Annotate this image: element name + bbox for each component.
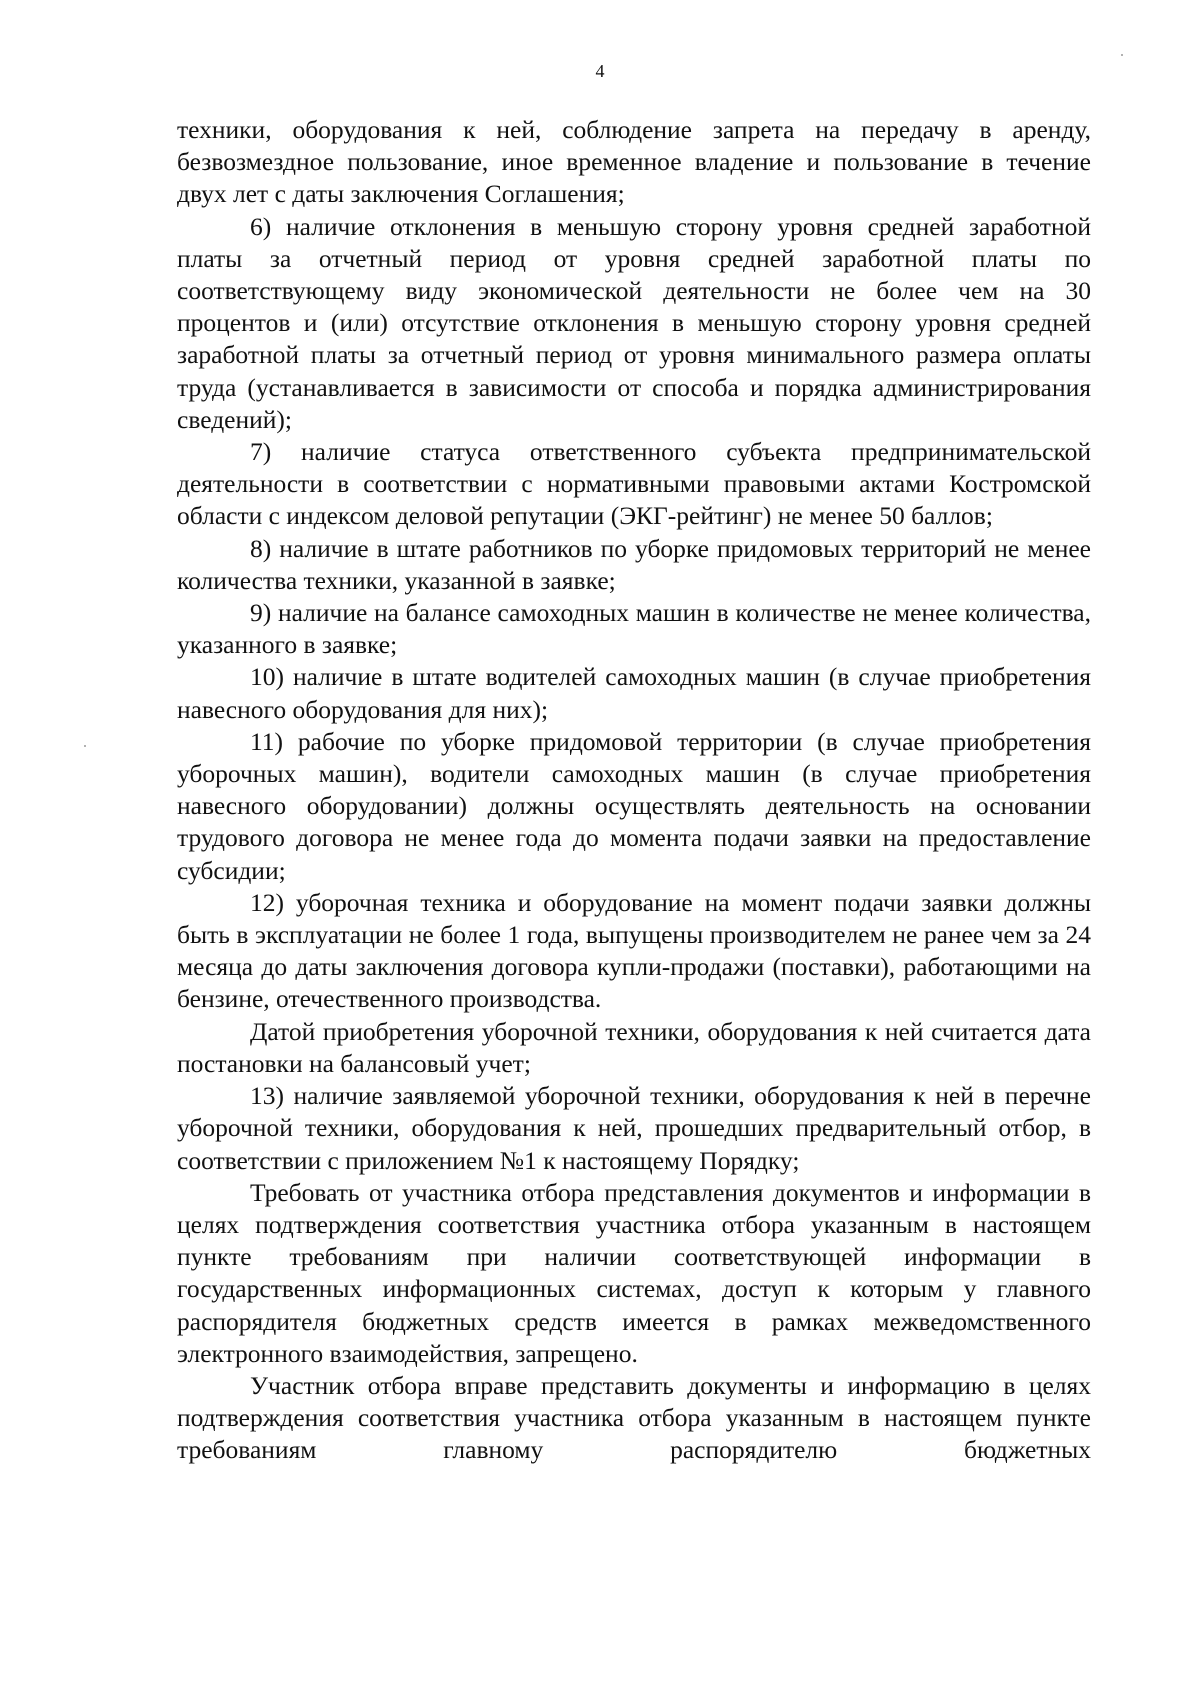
page-number: 4 — [595, 61, 605, 81]
list-item-6: 6) наличие отклонения в меньшую сторону уровня средней заработной платы за отчетный период от уровня средней заработной платы по соответствующему виду экономической деятельности не более чем на 30 процентов и (или) отсутствие отклонения в меньшую сторону уровня средней заработной платы за отчетный период от уровня минимального размера оплаты труда (устанавливается в зависимости от способа и порядка администрирования сведений); — [177, 211, 1091, 434]
list-item-12: 12) уборочная техника и оборудование на момент подачи заявки должны быть в эксплуатации не более 1 года, выпущены производителем не ранее чем за 24 месяца до даты заключения договора купли-продажи (поставки), работающими на бензине, отечественного производства. — [177, 887, 1091, 1014]
list-item-7: 7) наличие статуса ответственного субъекта предпринимательской деятельности в соответствии с нормативными правовыми актами Костромской области с индексом деловой репутации (ЭКГ-рейтинг) не менее 50 баллов; — [177, 437, 1091, 531]
paragraph-continuation: техники, оборудования к ней, соблюдение запрета на передачу в аренду, безвозмездное пользование, иное временное владение и пользование в течение двух лет с даты заключения Соглашения; — [177, 115, 1091, 209]
scan-speck — [84, 745, 86, 747]
list-item-10: 10) наличие в штате водителей самоходных машин (в случае приобретения навесного оборудования для них); — [177, 662, 1091, 724]
list-item-9: 9) наличие на балансе самоходных машин в количестве не менее количества, указанного в заявке; — [177, 598, 1091, 660]
participant-rights-paragraph: Участник отбора вправе представить документы и информацию в целях подтверждения соответствия участника отбора указанным в настоящем пункте требованиям главному распорядителю бюджетных — [177, 1370, 1091, 1465]
prohibition-paragraph: Требовать от участника отбора представления документов и информации в целях подтверждения соответствия участника отбора указанным в настоящем пункте требованиям при наличии соответствующей информации в государственных информационных системах, доступ к которым у главного распорядителя бюджетных средств имеется в рамках межведомственного электронного взаимодействия, запрещено. — [177, 1177, 1091, 1368]
list-item-13: 13) наличие заявляемой уборочной техники, оборудования к ней в перечне уборочной техники, оборудования к ней, прошедших предварительный отбор, в соответствии с приложением №1 к настоящему Порядку; — [177, 1081, 1091, 1175]
acquisition-date-paragraph: Датой приобретения уборочной техники, оборудования к ней считается дата постановки на балансовый учет; — [177, 1016, 1091, 1078]
list-item-8: 8) наличие в штате работников по уборке придомовых территорий не менее количества техники, указанной в заявке; — [177, 533, 1091, 595]
scan-speck — [1121, 54, 1123, 56]
document-body — [177, 114, 1091, 1467]
list-item-11: 11) рабочие по уборке придомовой территории (в случае приобретения уборочных машин), водители самоходных машин (в случае приобретения навесного оборудовании) должны осуществлять деятельность на основании трудового договора не менее года до момента подачи заявки на предоставление субсидии; — [177, 726, 1091, 885]
